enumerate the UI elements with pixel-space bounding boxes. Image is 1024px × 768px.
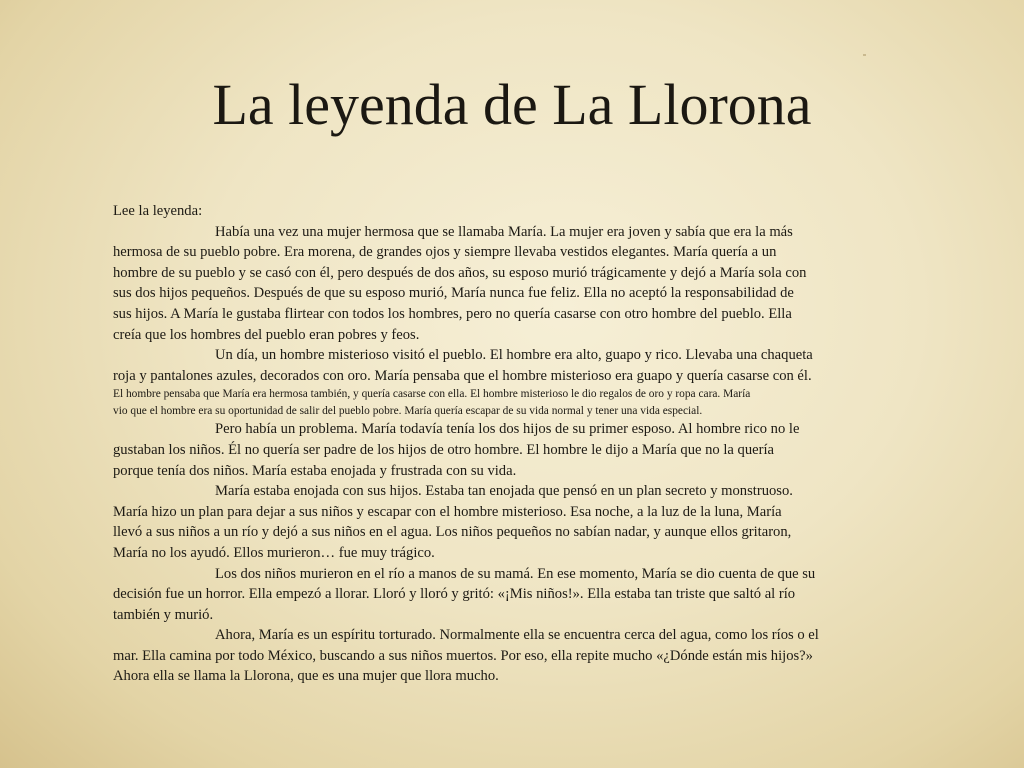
paragraph-4-line: llevó a sus niños a un río y dejó a sus niños en el agua. Los niños pequeños no sabían nadar, y aunque ellos gritaron, — [113, 524, 792, 541]
paragraph-1-line: creía que los hombres del pueblo eran pobres y feos. — [113, 326, 420, 343]
paragraph-2-small-line: El hombre pensaba que María era hermosa también, y quería casarse con ella. El hombre misterioso le dio regalos de oro y ropa cara. María — [113, 388, 751, 401]
paragraph-1-line: Había una vez una mujer hermosa que se llamaba María. La mujer era joven y sabía que era la más — [215, 223, 793, 240]
decorative-mark — [863, 54, 866, 56]
paragraph-5-line: decisión fue un horror. Ella empezó a llorar. Lloró y lloró y gritó: «¡Mis niños!». Ella estaba tan triste que saltó al río — [113, 586, 796, 603]
paragraph-3-line: gustaban los niños. Él no quería ser padre de los hijos de otro hombre. El hombre le dijo a María que no la quería — [113, 441, 775, 458]
paragraph-6-line: mar. Ella camina por todo México, buscando a sus niños muertos. Por eso, ella repite mucho «¿Dónde están mis hijos?» — [113, 647, 813, 664]
paragraph-1-line: sus hijos. A María le gustaba flirtear con todos los hombres, pero no quería casarse con otro hombre del pueblo. Ella — [113, 305, 792, 322]
paragraph-3-line: Pero había un problema. María todavía tenía los dos hijos de su primer esposo. Al hombre rico no le — [215, 421, 800, 438]
paragraph-6-line: Ahora ella se llama la Llorona, que es una mujer que llora mucho. — [113, 668, 499, 685]
paragraph-1-line: sus dos hijos pequeños. Después de que su esposo murió, María nunca fue feliz. Ella no aceptó la responsabilidad de — [113, 285, 794, 302]
slide-title: La leyenda de La Llorona — [212, 72, 812, 137]
paragraph-1-line: hermosa de su pueblo pobre. Era morena, de grandes ojos y siempre llevaba vestidos elegantes. María quería a un — [113, 244, 777, 261]
paragraph-4-line: María no los ayudó. Ellos murieron… fue muy trágico. — [113, 544, 435, 561]
paragraph-4-line: María hizo un plan para dejar a sus niños y escapar con el hombre misterioso. Esa noche, a la luz de la luna, María — [113, 503, 782, 520]
paragraph-5-line: Los dos niños murieron en el río a manos de su mamá. En ese momento, María se dio cuenta de que su — [215, 565, 816, 582]
paragraph-1-line: hombre de su pueblo y se casó con él, pero después de dos años, su esposo murió trágicamente y dejó a María sola con — [113, 264, 807, 281]
paragraph-2-line: Un día, un hombre misterioso visitó el pueblo. El hombre era alto, guapo y rico. Llevaba una chaqueta — [215, 347, 813, 364]
paragraph-2-small-line: vio que el hombre era su oportunidad de salir del pueblo pobre. María quería escapar de su vida normal y tener una vida especial. — [113, 404, 703, 417]
slide-body — [113, 201, 913, 687]
paragraph-4-line: María estaba enojada con sus hijos. Estaba tan enojada que pensó en un plan secreto y monstruoso. — [215, 483, 793, 500]
paragraph-6-line: Ahora, María es un espíritu torturado. Normalmente ella se encuentra cerca del agua, como los ríos o el — [215, 627, 819, 644]
intro-label: Lee la leyenda: — [113, 203, 203, 219]
paragraph-3-line: porque tenía dos niños. María estaba enojada y frustrada con su vida. — [113, 462, 517, 479]
paragraph-5-line: también y murió. — [113, 606, 214, 623]
paragraph-2-line: roja y pantalones azules, decorados con oro. María pensaba que el hombre misterioso era guapo y quería casarse con él. — [113, 367, 812, 384]
